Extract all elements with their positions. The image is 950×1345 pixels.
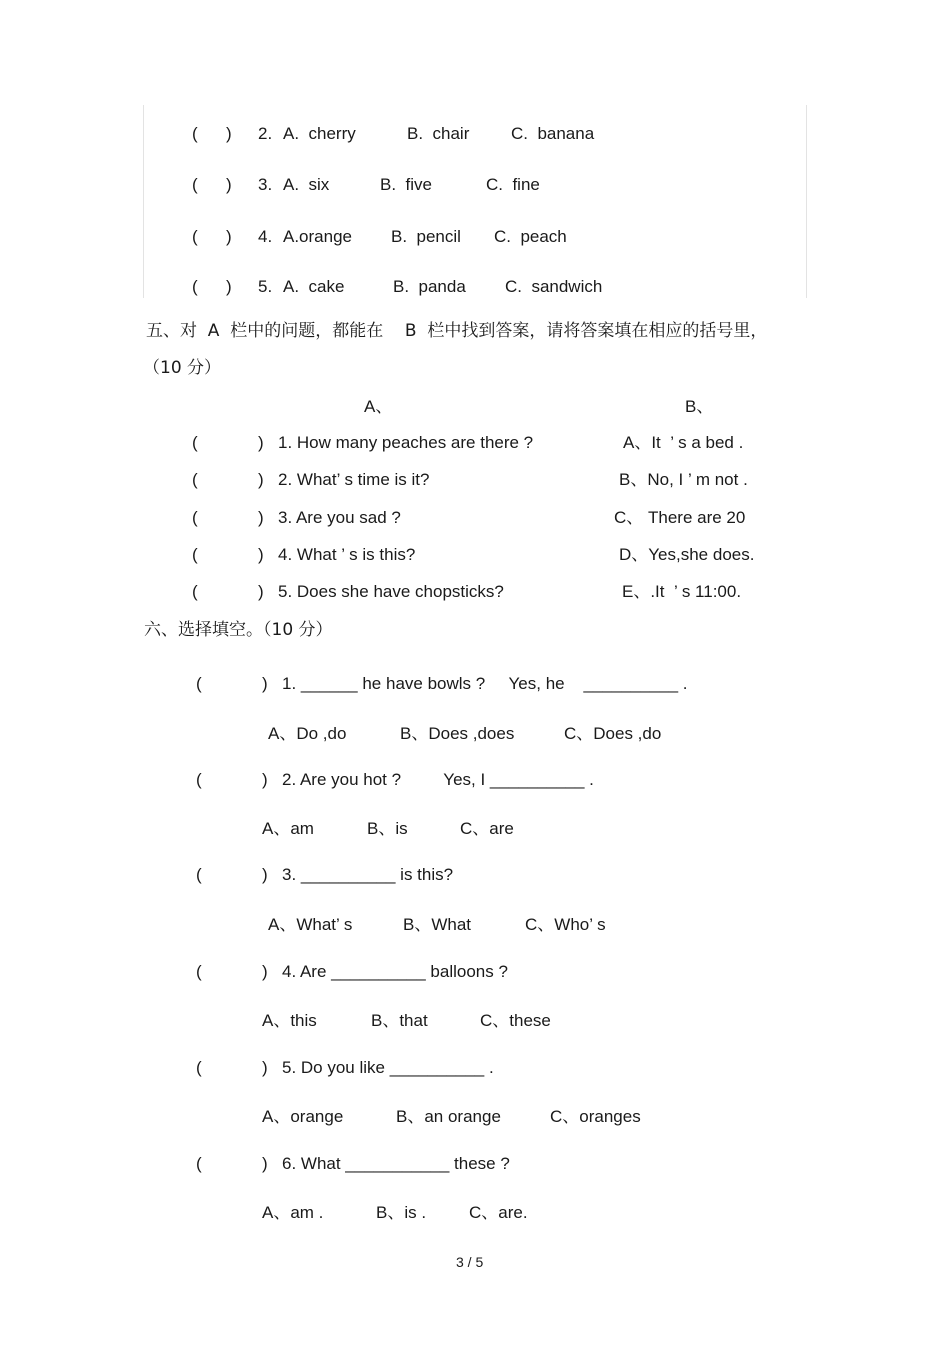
option-b: B、is .: [376, 1203, 427, 1222]
answer-paren-open[interactable]: (: [192, 582, 198, 601]
option-b: B、an orange: [396, 1107, 501, 1126]
answer-paren-open[interactable]: (: [192, 433, 198, 452]
question-text: 1. How many peaches are there ?: [278, 433, 534, 452]
answer-paren-close: ): [262, 962, 268, 981]
answer-paren-open[interactable]: (: [196, 674, 202, 693]
option-a: A、am .: [262, 1203, 324, 1222]
question-text: 3. __________ is this?: [282, 865, 454, 884]
answer-paren-close: ): [262, 674, 268, 693]
option-b: B. panda: [393, 277, 466, 296]
question-text: 4. Are __________ balloons ?: [282, 962, 508, 981]
answer-paren-open[interactable]: (: [192, 508, 198, 527]
answer-paren[interactable]: ( ): [192, 124, 232, 143]
question-text: 4. What ’ s is this?: [278, 545, 416, 564]
answer-paren-open[interactable]: (: [196, 865, 202, 884]
option-b: B. five: [380, 175, 432, 194]
option-c: C. sandwich: [505, 277, 603, 296]
answer-paren-close: ): [258, 508, 264, 527]
part5-heading: 五、对 A 栏中的问题，都能在 B 栏中找到答案，请将答案填在相应的括号里，: [146, 321, 768, 341]
column-b-header: B、: [685, 397, 714, 416]
answer-paren-close: ): [262, 865, 268, 884]
option-b: B. pencil: [391, 227, 461, 246]
answer-paren[interactable]: ( ): [192, 277, 232, 296]
answer-paren-open[interactable]: (: [192, 470, 198, 489]
question-number: 5.: [258, 277, 273, 296]
option-a: A. cake: [283, 277, 345, 296]
answer-paren-close: ): [258, 433, 264, 452]
answer-paren-close: ): [262, 770, 268, 789]
question-text: 3. Are you sad ?: [278, 508, 401, 527]
option-b: B. chair: [407, 124, 470, 143]
part5-score: （10 分）: [143, 358, 222, 378]
question-text: 2. What’ s time is it?: [278, 470, 430, 489]
answer-text: B、No, I ’ m not .: [619, 470, 748, 489]
option-c: C. banana: [511, 124, 595, 143]
answer-text: D、Yes,she does.: [619, 545, 755, 564]
option-b: B、Does ,does: [400, 724, 515, 743]
option-c: C、are: [460, 819, 514, 838]
option-c: C、Who’ s: [525, 915, 606, 934]
table-right-border: [806, 105, 807, 298]
option-a: A、Do ,do: [268, 724, 347, 743]
option-c: C、Does ,do: [564, 724, 662, 743]
answer-paren-open[interactable]: (: [196, 1154, 202, 1173]
answer-paren[interactable]: ( ): [192, 175, 232, 194]
option-a: A、this: [262, 1011, 317, 1030]
answer-paren-open[interactable]: (: [196, 1058, 202, 1077]
option-c: C、are.: [469, 1203, 528, 1222]
page-number: 3 / 5: [456, 1254, 484, 1270]
option-a: A、What’ s: [268, 915, 353, 934]
question-text: 5. Does she have chopsticks?: [278, 582, 504, 601]
answer-paren-close: ): [258, 582, 264, 601]
option-b: B、What: [403, 915, 472, 934]
answer-paren[interactable]: ( ): [192, 227, 232, 246]
answer-text: C、 There are 20: [614, 508, 746, 527]
question-number: 2.: [258, 124, 273, 143]
question-text: 6. What ___________ these ?: [282, 1154, 510, 1173]
answer-paren-open[interactable]: (: [192, 545, 198, 564]
answer-paren-open[interactable]: (: [196, 770, 202, 789]
option-c: C. fine: [486, 175, 540, 194]
table-left-border: [143, 105, 144, 298]
question-number: 3.: [258, 175, 273, 194]
answer-paren-close: ): [262, 1154, 268, 1173]
option-a: A、am: [262, 819, 314, 838]
answer-paren-close: ): [258, 545, 264, 564]
answer-paren-open[interactable]: (: [196, 962, 202, 981]
column-a-header: A、: [364, 397, 393, 416]
option-c: C、oranges: [550, 1107, 641, 1126]
answer-paren-close: ): [258, 470, 264, 489]
question-number: 4.: [258, 227, 273, 246]
question-text: 1. ______ he have bowls ? Yes, he __________ .: [282, 674, 688, 693]
option-b: B、is: [367, 819, 408, 838]
option-c: C、these: [480, 1011, 551, 1030]
option-b: B、that: [371, 1011, 428, 1030]
question-text: 5. Do you like __________ .: [282, 1058, 494, 1077]
part6-heading: 六、选择填空。（10 分）: [144, 620, 333, 640]
option-c: C. peach: [494, 227, 567, 246]
answer-text: A、It ’ s a bed .: [623, 433, 744, 452]
answer-paren-close: ): [262, 1058, 268, 1077]
question-text: 2. Are you hot ? Yes, I __________ .: [282, 770, 594, 789]
option-a: A. cherry: [283, 124, 356, 143]
answer-text: E、.It ’ s 11:00.: [622, 582, 742, 601]
option-a: A.orange: [283, 227, 352, 246]
option-a: A. six: [283, 175, 330, 194]
option-a: A、orange: [262, 1107, 344, 1126]
